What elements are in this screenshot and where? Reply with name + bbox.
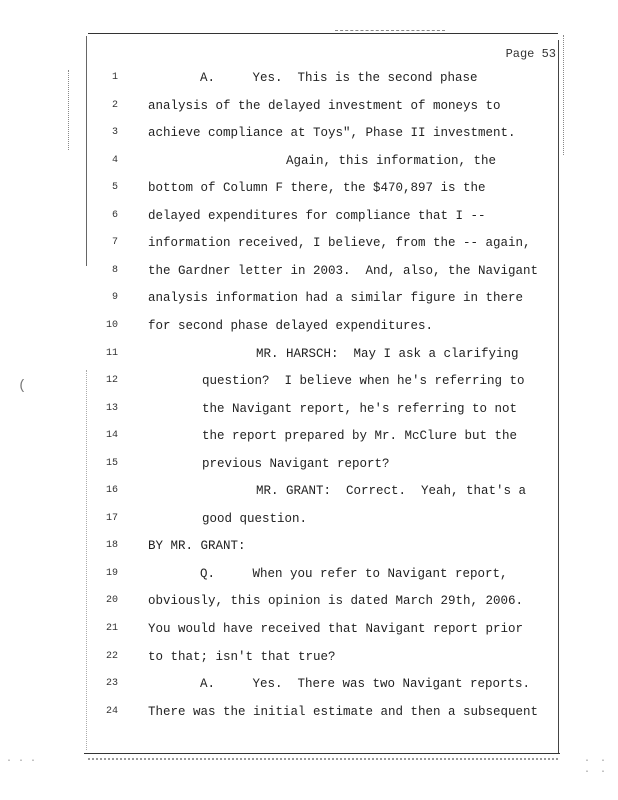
line-text: You would have received that Navigant report prior: [148, 622, 524, 636]
transcript-line: [0, 593, 600, 609]
left-corner-mark: . . .: [6, 754, 37, 765]
transcript-line: [0, 153, 600, 169]
transcript-line: [0, 263, 600, 279]
line-text: to that; isn't that true?: [148, 649, 336, 664]
line-number: 6: [111, 209, 118, 221]
line-text: There was the initial estimate and then a subsequent: [148, 704, 539, 719]
line-number: 7: [111, 237, 118, 249]
line-number: 12: [105, 375, 118, 387]
left-margin-dots: [86, 370, 87, 750]
line-text: achieve compliance at Toys", Phase II investment.: [148, 126, 516, 141]
side-scan-mark: (: [18, 378, 27, 394]
transcript-line: [0, 208, 600, 224]
transcript-line: [0, 346, 600, 362]
top-rule: [88, 33, 558, 34]
transcript-line: [0, 318, 600, 334]
transcript-line: [0, 290, 600, 306]
line-number: 17: [105, 512, 118, 524]
line-text: information received, I believe, from the -- again,: [148, 236, 531, 251]
page-number: Page 53: [505, 47, 556, 61]
line-text: the report prepared by Mr. McClure but the: [202, 429, 518, 444]
line-text: the Navigant report, he's referring to not: [202, 401, 518, 416]
transcript-line: [0, 98, 600, 114]
line-number: 24: [105, 705, 118, 717]
transcript-line: [0, 373, 600, 389]
transcript-line: [0, 621, 600, 637]
line-number: 5: [111, 182, 118, 194]
line-text: analysis of the delayed investment of moneys to: [148, 98, 501, 113]
line-number: 8: [111, 264, 118, 276]
transcript-line: [0, 235, 600, 251]
top-scan-mark: [335, 30, 445, 31]
line-number: 19: [105, 567, 118, 579]
line-text: A. Yes. This is the second phase: [200, 71, 478, 85]
line-text: A. Yes. There was two Navigant reports.: [200, 677, 531, 692]
line-number: 13: [105, 402, 118, 414]
transcript-line: [0, 428, 600, 444]
bottom-scan-mark: [88, 758, 558, 760]
line-text: good question.: [202, 511, 308, 526]
line-number: 14: [105, 430, 118, 442]
line-number: 16: [105, 485, 118, 497]
transcript-line: [0, 511, 600, 527]
transcript-line: [0, 538, 600, 554]
line-number: 23: [105, 678, 118, 690]
transcript-line: [0, 483, 600, 499]
transcript-line: [0, 676, 600, 692]
corner-scan-mark: . . . .: [584, 754, 609, 776]
transcript-line: [0, 566, 600, 582]
line-number: 15: [105, 457, 118, 469]
line-number: 2: [111, 99, 118, 111]
line-text: Again, this information, the: [286, 153, 497, 168]
line-text: obviously, this opinion is dated March 29th, 2006.: [148, 594, 524, 609]
line-number: 11: [105, 347, 118, 359]
transcript-line: [0, 125, 600, 141]
transcript-line: [0, 401, 600, 417]
line-text: BY MR. GRANT:: [148, 539, 246, 554]
line-text: previous Navigant report?: [202, 456, 390, 471]
line-number: 3: [111, 127, 118, 139]
transcript-line: [0, 704, 600, 720]
line-number: 10: [105, 319, 118, 331]
transcript-line: [0, 456, 600, 472]
line-text: delayed expenditures for compliance that I --: [148, 208, 486, 223]
line-number: 9: [111, 292, 118, 304]
line-number: 22: [105, 650, 118, 662]
transcript-line: [0, 649, 600, 665]
line-number: 20: [105, 595, 118, 607]
line-number: 18: [105, 540, 118, 552]
line-text: MR. HARSCH: May I ask a clarifying: [256, 346, 519, 361]
transcript-line: [0, 70, 600, 86]
line-number: 4: [111, 154, 118, 166]
right-margin-rule: [558, 40, 559, 754]
line-text: bottom of Column F there, the $470,897 is the: [148, 181, 486, 196]
line-number: 1: [111, 72, 118, 83]
line-number: 21: [105, 623, 118, 634]
transcript-line: [0, 180, 600, 196]
line-text: question? I believe when he's referring to: [202, 374, 525, 389]
bottom-rule: [84, 753, 560, 754]
line-text: Q. When you refer to Navigant report,: [200, 566, 508, 581]
line-text: the Gardner letter in 2003. And, also, the Navigant: [148, 263, 539, 278]
line-text: analysis information had a similar figure in there: [148, 291, 524, 306]
line-text: MR. GRANT: Correct. Yeah, that's a: [256, 484, 527, 499]
line-text: for second phase delayed expenditures.: [148, 318, 434, 333]
